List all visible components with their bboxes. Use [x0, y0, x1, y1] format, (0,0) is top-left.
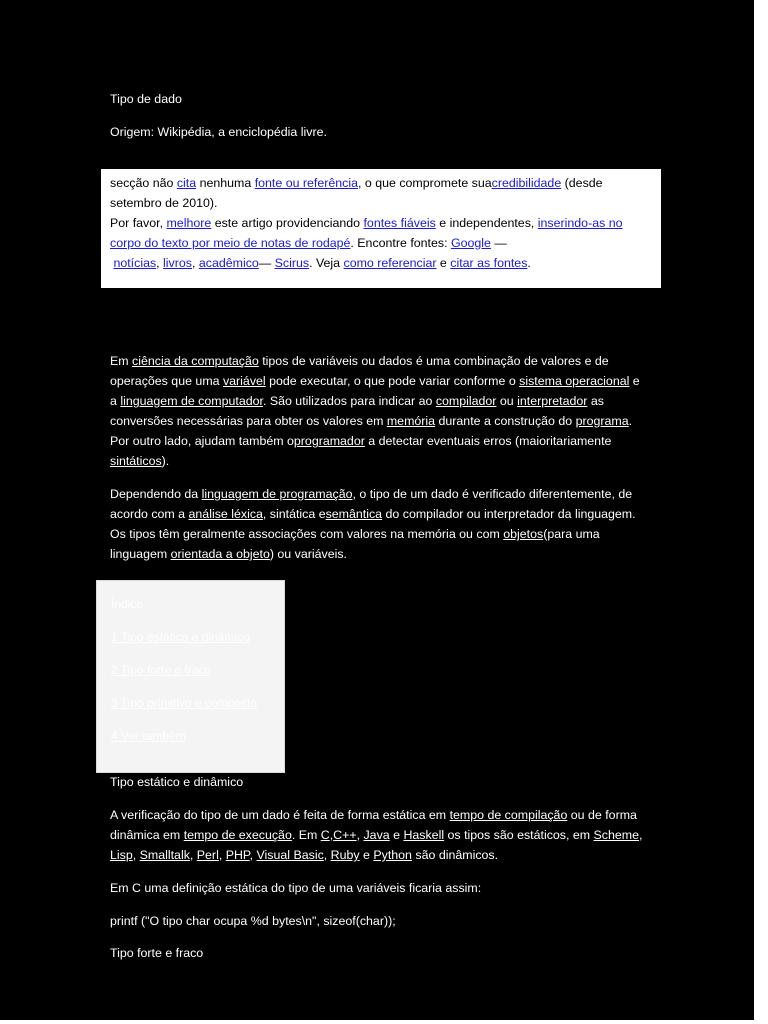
toc-item-1[interactable]: 1 Tipo estático e dinâmico [111, 630, 250, 644]
link-perl[interactable]: Perl [196, 848, 219, 862]
c-definition-text: Em C uma definição estática do tipo de uma variáveis ficaria assim: [110, 881, 482, 895]
link-orientada-objeto[interactable]: orientada a objeto [170, 547, 270, 561]
link-compilador[interactable]: compilador [435, 394, 497, 408]
link-sintaticos[interactable]: sintáticos [110, 454, 162, 468]
link-variavel[interactable]: variável [222, 374, 266, 388]
link-credibilidade[interactable]: credibilidade [491, 176, 562, 190]
link-melhore[interactable]: melhore [166, 216, 212, 230]
link-lisp[interactable]: Lisp [110, 848, 133, 862]
code-example: printf ("O tipo char ocupa %d bytes\n", sizeof(char)); [110, 914, 396, 928]
link-smalltalk[interactable]: Smalltalk [139, 848, 190, 862]
link-cpp[interactable]: C++ [333, 828, 357, 842]
toc-heading: Índice [111, 597, 144, 611]
section-heading-forte-fraco: Tipo forte e fraco [110, 946, 204, 960]
link-python[interactable]: Python [373, 848, 412, 862]
toc-item-2[interactable]: 2 Tipo forte e fraco [111, 663, 212, 677]
intro-paragraph: Em ciência da computação tipos de variáveis ou dados é uma combinação de valores e de operações que uma variável pode executar, o que pode variar conforme o sistema operacional e a linguagem de computador. São utilizados para indicar ao compilador ou interpretador as conversões necessárias para obter os valores em memória durante a construção do programa. Por outro lado, ajudam também oprogramador a detectar eventuais erros (maioritariamente sintáticos). [110, 354, 640, 468]
link-semantica[interactable]: semântica [325, 507, 383, 521]
link-citar-fontes[interactable]: citar as fontes [450, 256, 528, 270]
link-scheme[interactable]: Scheme [593, 828, 640, 842]
page-edge-bottom [0, 1020, 768, 1024]
link-cita[interactable]: cita [176, 176, 197, 190]
link-linguagem-computador[interactable]: linguagem de computador [120, 394, 263, 408]
link-fontes-fiaveis[interactable]: fontes fiáveis [363, 216, 436, 230]
link-programa[interactable]: programa [575, 414, 629, 428]
link-como-referenciar[interactable]: como referenciar [343, 256, 437, 270]
toc-item-3[interactable]: 3 Tipo primitivo e composto [111, 696, 258, 710]
section-heading-estatico: Tipo estático e dinâmico [110, 775, 244, 789]
link-tempo-execucao[interactable]: tempo de execução [183, 828, 292, 842]
citation-notice-box [101, 169, 661, 288]
link-scirus[interactable]: Scirus [274, 256, 310, 270]
table-of-contents [96, 580, 285, 773]
page-edge-right [754, 0, 768, 1024]
link-objetos[interactable]: objetos [503, 527, 544, 541]
link-inserindo[interactable]: inserindo-as no corpo do texto por meio de notas de rodapé [110, 216, 623, 250]
link-memoria[interactable]: memória [386, 414, 436, 428]
link-haskell[interactable]: Haskell [403, 828, 445, 842]
link-analise-lexica[interactable]: análise léxica [188, 507, 263, 521]
link-interpretador[interactable]: interpretador [517, 394, 588, 408]
link-noticias[interactable]: notícias [113, 256, 157, 270]
link-ciencia-computacao[interactable]: ciência da computação [132, 354, 259, 368]
link-ruby[interactable]: Ruby [330, 848, 360, 862]
link-linguagem-programacao[interactable]: linguagem de programação [201, 487, 353, 501]
link-sistema-operacional[interactable]: sistema operacional [519, 374, 630, 388]
link-c[interactable]: C [320, 828, 330, 842]
origin-line: Origem: Wikipédia, a enciclopédia livre. [110, 125, 327, 139]
typing-paragraph: Dependendo da linguagem de programação, o tipo de um dado é verificado diferentemente, de acordo com a análise léxica, sintática esemântica do compilador ou interpretador da linguagem. Os tipos têm geralmente associações com valores na memória ou com objetos(para uma linguagem orientada a objeto) ou variáveis. [110, 487, 636, 561]
link-visual-basic[interactable]: Visual Basic [256, 848, 324, 862]
notice-text: secção não cita nenhuma fonte ou referência, o que compromete suacredibilidade (desde setembro de 2010). Por favor, melhore este artigo providenciando fontes fiáveis e independentes, inserindo-as no corpo do texto por meio de notas de rodapé. Encontre fontes: Google — notícias, livros, acadêmico— Scirus. Veja como referenciar e citar as fontes. [110, 176, 623, 270]
static-dynamic-paragraph: A verificação do tipo de um dado é feita de forma estática em tempo de compilação ou de forma dinâmica em tempo de execução. Em C,C++, Java e Haskell os tipos são estáticos, em Scheme, Lisp, Smalltalk, Perl, PHP, Visual Basic, Ruby e Python são dinâmicos. [110, 808, 643, 862]
link-fonte-referencia[interactable]: fonte ou referência [254, 176, 359, 190]
link-programador[interactable]: programador [293, 434, 365, 448]
toc-item-4[interactable]: 4 Ver também [111, 729, 186, 743]
link-livros[interactable]: livros [163, 256, 192, 270]
link-php[interactable]: PHP [225, 848, 250, 862]
link-google[interactable]: Google [450, 236, 491, 250]
link-academico[interactable]: acadêmico [198, 256, 259, 270]
page-title: Tipo de dado [110, 92, 182, 106]
link-tempo-compilacao[interactable]: tempo de compilação [449, 808, 568, 822]
link-java[interactable]: Java [363, 828, 390, 842]
